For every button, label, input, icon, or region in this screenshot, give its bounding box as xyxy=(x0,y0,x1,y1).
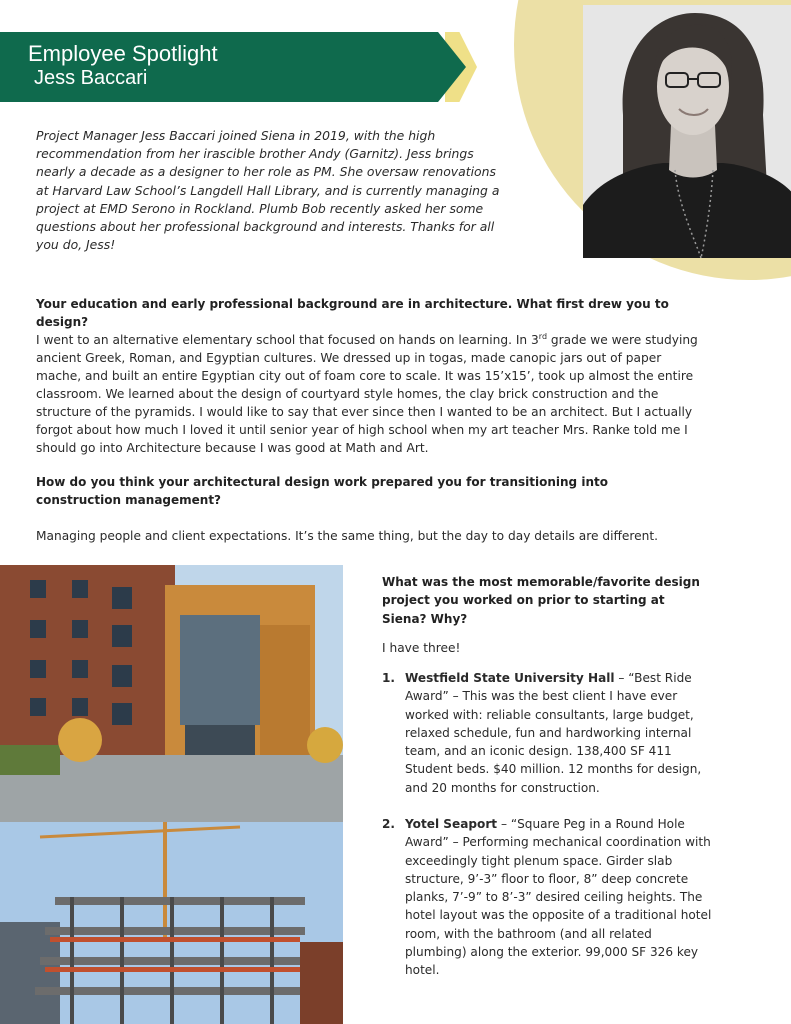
intro-paragraph: Project Manager Jess Baccari joined Siena in 2019, with the high recommendation from her irascible brother Andy (Garnitz). Jess brings nearly a decade as a designer to her role as PM. She oversaw renovations at Harvard Law School’s Langdell Hall Library, and is currently managing a project at EMD Serono in Rockland. Plumb Bob recently asked her some questions about her professional background and interests. Thanks for all you do, Jess! xyxy=(36,128,500,253)
project-name: Yotel Seaport xyxy=(405,817,498,831)
answer-1: I went to an alternative elementary school that focused on hands on learning. In 3rd grade we were studying ancient Greek, Roman, and Egyptian cultures. We dressed up in togas, made canopic jars out of paper mache, and built an entire Egyptian city out of foam core to scale. It was 15’x15’, took up almost the entire classroom. We learned about the design of courtyard style homes, the clay brick construction and the structure of the pyramids. I would like to say that ever since then I wanted to be an architect. But I actually forgot about how much I loved it until senior year of high school when my art teacher Mrs. Ranke told me I should go into Architecture because I was good at Math and Art. xyxy=(36,331,698,455)
construction-photo xyxy=(0,822,343,1024)
banner-subtitle: Jess Baccari xyxy=(34,67,148,89)
project-text: – “Best Ride Award” – This was the best client I have ever worked with: reliable consultants, large budget, relaxed schedule, fun and hardworking internal team, and an iconic design. 138,400 SF 411 Student beds. $40 million. 12 months for design, and 20 months for construction. xyxy=(405,671,702,795)
list-item xyxy=(382,669,717,797)
building-photo xyxy=(0,565,343,822)
project-name: Westfield State University Hall xyxy=(405,671,615,685)
question-1: Your education and early professional background are in architecture. What first drew you to design? xyxy=(36,297,669,329)
question-3: What was the most memorable/favorite design project you worked on prior to starting at Siena? Why? xyxy=(382,575,700,626)
answer-2: Managing people and client expectations. It’s the same thing, but the day to day details are different. xyxy=(36,529,658,543)
answer-3-intro: I have three! xyxy=(382,641,461,655)
list-number: 2. xyxy=(382,817,396,831)
list-number: 1. xyxy=(382,671,396,685)
banner-title: Employee Spotlight xyxy=(28,41,218,66)
portrait-photo xyxy=(583,5,791,258)
project-text: – “Square Peg in a Round Hole Award” – Performing mechanical coordination with exceedingly tight plenum space. Girder slab structure, 9’-3” floor to floor, 8” deep concrete planks, 7’-9” to 8’-3” desired ceiling heights. The hotel layout was the opposite of a traditional hotel room, with the bathroom (and all related plumbing) along the exterior. 99,000 SF 326 key hotel. xyxy=(405,817,712,978)
question-2: How do you think your architectural design work prepared you for transitioning into construction management? xyxy=(36,475,608,507)
list-item xyxy=(382,815,717,980)
